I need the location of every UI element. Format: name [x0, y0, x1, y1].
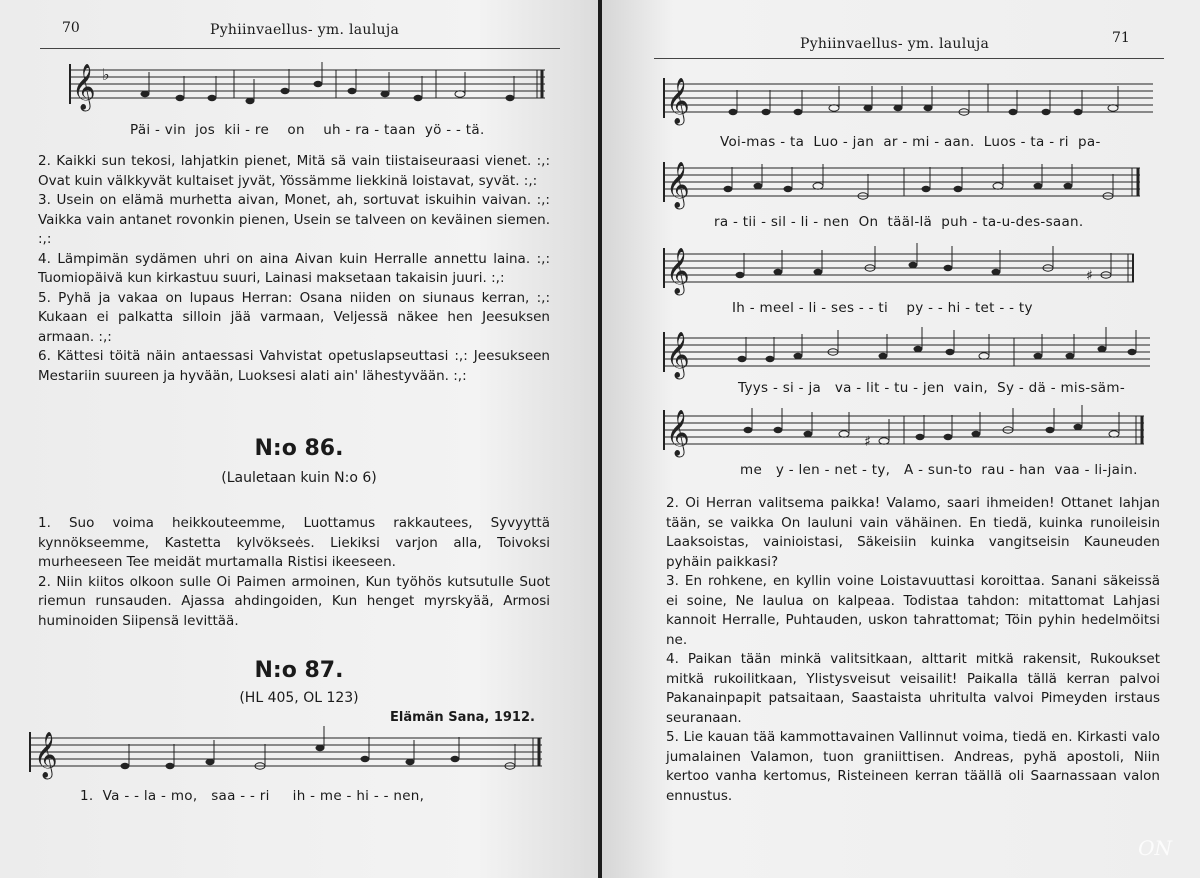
- lyric-line: 1. Va - - la - mo, saa - - ri ih - me - hi - - nen,: [80, 788, 425, 804]
- running-header: Pyhiinvaellus- ym. lauluja: [210, 22, 400, 38]
- music-staff: [658, 70, 1158, 130]
- treble-clef-icon: 𝄞: [34, 732, 58, 778]
- sharp-icon: ♯: [1086, 268, 1093, 284]
- hymn-number: N:o 86.: [254, 436, 344, 461]
- verse: 3. En rohkene, en kyllin voine Loistavuuttasi koroittaa. Sanani säkeissä ei soine, Ne laulua on kalpeaa. Todistaa tahdon: mitattomat Lahjasi kannoit Herralle, Puhtauden, uskon tahrattomat; Töin pyhin hedelmöitsi ne.: [666, 573, 1160, 648]
- treble-clef-icon: 𝄞: [666, 410, 690, 456]
- treble-clef-icon: 𝄞: [666, 78, 690, 124]
- header-rule: [654, 58, 1164, 59]
- verse: 3. Usein on elämä murhetta aivan, Monet, ah, sortuvat iskuihin vaivan. :,: Vaikka vain antanet rovonkin pienen, Usein se talveen on keväinen siemen. :,:: [38, 192, 550, 247]
- music-staff: [658, 156, 1158, 212]
- verse: 6. Kättesi töitä näin antaessasi Vahvistat opetuslapseuttasi :,: Jeesukseen Mestariin suureen ja hyvään, Luoksesi alati ain' lähestyvään. :,:: [38, 348, 550, 384]
- credit: Elämän Sana, 1912.: [390, 710, 535, 725]
- hymn-subtitle: (Lauletaan kuin N:o 6): [221, 470, 377, 486]
- lyric-line: Päi - vin jos kii - re on uh - ra - taan yö - - tä.: [130, 122, 485, 138]
- music-staff: [40, 56, 550, 116]
- verse: 2. Kaikki sun tekosi, lahjatkin pienet, Mitä sä vain tiistaiseuraasi vienet. :,: Ovat kuin välkkyvät kultaiset jyvät, Yössämme liekkinä loistavat, syvät. :,:: [38, 153, 550, 189]
- verse: 1. Suo voima heikkouteemme, Luottamus rakkautees, Syvyyttä kynnökseemme, Kastetta kylvökseės. Liekiksi varjon alla, Toivoksi murheeseen Tee meidät murtamalla Ristisi ikeeseen.: [38, 515, 550, 570]
- verse: 2. Oi Herran valitsema paikka! Valamo, saari ihmeiden! Ottanet lahjan tään, se vaikka On lauluni vain vähäinen. En tiedä, kuinka runoileisin Laaksoistas, vainioistasi, Säkeisiin kuinka vangitseisin Kauneuden pyhäin paikkasi?: [666, 495, 1160, 570]
- lyric-line: Ih - meel - li - ses - - ti py - - hi - tet - - ty: [732, 300, 1033, 316]
- hymn-number: N:o 87.: [254, 658, 344, 683]
- notes: [729, 86, 1119, 115]
- running-header: Pyhiinvaellus- ym. lauluja: [800, 36, 990, 52]
- treble-clef-icon: 𝄞: [666, 162, 690, 208]
- music-staff: [658, 326, 1158, 382]
- verses-block: [38, 152, 550, 386]
- right-page: [602, 0, 1200, 878]
- lyric-line: me y - len - net - ty, A - sun-to rau - han vaa - li-jain.: [740, 462, 1138, 478]
- music-staff: [658, 242, 1158, 298]
- left-page: [0, 0, 598, 878]
- verses-block: [38, 514, 550, 631]
- verses-block: [666, 494, 1160, 806]
- signature-watermark: ON: [1138, 836, 1172, 860]
- lyric-line: ra - tii - sil - li - nen On tääl-lä puh - ta-u-des-saan.: [714, 214, 1084, 230]
- notes: [121, 726, 516, 769]
- flat-icon: ♭: [102, 65, 110, 84]
- treble-clef-icon: 𝄞: [666, 248, 690, 294]
- music-staff: [658, 404, 1158, 460]
- lyric-line: Tyys - si - ja va - lit - tu - jen vain, Sy - dä - mis-säm-: [738, 380, 1125, 396]
- hymn-subtitle: (HL 405, OL 123): [239, 690, 359, 706]
- header-rule: [40, 48, 560, 49]
- verse: 4. Paikan tään minkä valitsitkaan, alttarit mitkä rakensit, Rukoukset mitkä rukoilitkaan, Ylistysveisut veisailit! Paikalla tällä kerran palvoi Pakanainpapit patsaitaan, Saastaista uhritulta valvoi Pimeyden irstaus seuranaan.: [666, 651, 1160, 726]
- page-number: 71: [1112, 30, 1130, 46]
- notes: [744, 405, 1120, 444]
- verse: 5. Pyhä ja vakaa on lupaus Herran: Osana niiden on siunaus kerran, :,: Kukaan ei palkatta silloin jää varmaan, Veljessä näkee hen Jeesuksen armaan. :,:: [38, 289, 550, 345]
- treble-clef-icon: 𝄞: [666, 332, 690, 378]
- sharp-icon: ♯: [864, 434, 871, 450]
- verse: 2. Niin kiitos olkoon sulle Oi Paimen armoinen, Kun työhös kutsutulle Suot riemun runsauden. Ajassa ahdingoiden, Kun henget myrskyää, Armosi huminoiden Siipensä levittää.: [38, 573, 550, 629]
- lyric-line: Voi-mas - ta Luo - jan ar - mi - aan. Luos - ta - ri pa-: [720, 134, 1101, 150]
- page-number: 70: [62, 20, 80, 36]
- verse: 4. Lämpimän sydämen uhri on aina Aivan kuin Herralle annettu laina. :,: Tuomiopäivä kun kirkastuu suuri, Lainasi maksetaan takaisin juuri. :,:: [38, 250, 550, 286]
- verse: 5. Lie kauan tää kammottavainen Vallinnut voima, tiedä en. Kirkasti valo jumalainen Valamon, tuon graniittisen. Andreas, pyhä apostoli, Niin kertoo vanha kertomus, Risteineen kerran täällä oli Saarnassaan valon ennustus.: [666, 729, 1160, 804]
- music-staff: [20, 724, 550, 784]
- treble-clef-icon: 𝄞: [72, 64, 96, 110]
